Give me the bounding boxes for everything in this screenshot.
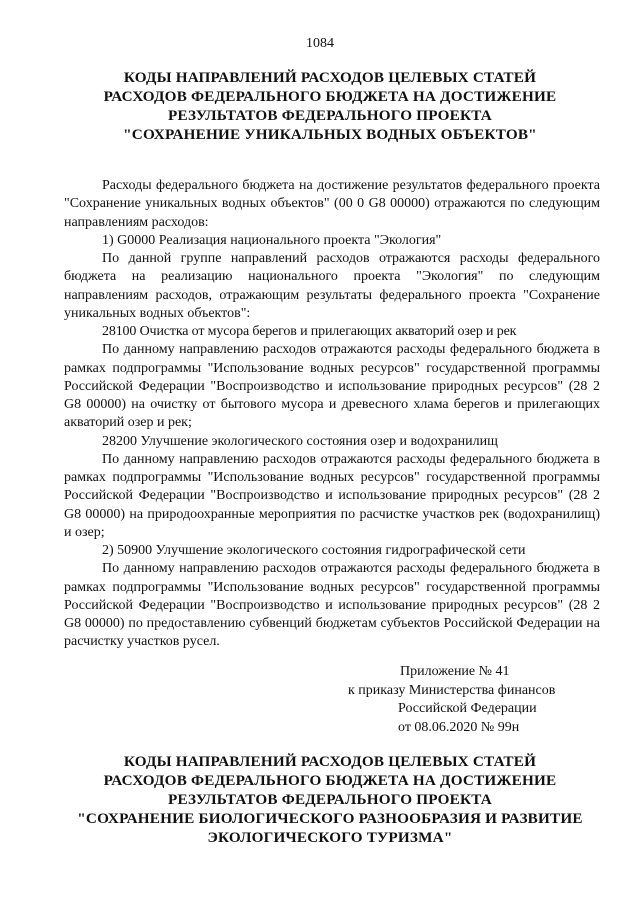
- heading-line: КОДЫ НАПРАВЛЕНИЙ РАСХОДОВ ЦЕЛЕВЫХ СТАТЕЙ: [123, 69, 537, 86]
- appendix-date: от 08.06.2020 № 99н: [398, 719, 520, 735]
- heading-line: "СОХРАНЕНИЕ БИОЛОГИЧЕСКОГО РАЗНООБРАЗИЯ И РАЗВИТИЕ: [77, 810, 583, 827]
- heading-line: ЭКОЛОГИЧЕСКОГО ТУРИЗМА": [207, 829, 453, 846]
- heading-line: КОДЫ НАПРАВЛЕНИЙ РАСХОДОВ ЦЕЛЕВЫХ СТАТЕЙ: [123, 753, 537, 770]
- paragraph-50900-description: По данному направлению расходов отражаются расходы федерального бюджета в рамках подпрограммы "Использование водных ресурсов" государственной программы Российской Федерации "Воспроизводство и использование природных ресурсов" (28 2 G8 00000) по предоставлению субвенций бюджетам субъектов Российской Федерации на расчистку участков русел.: [64, 561, 600, 650]
- heading-line: "СОХРАНЕНИЕ УНИКАЛЬНЫХ ВОДНЫХ ОБЪЕКТОВ": [123, 126, 537, 143]
- heading-line: РАСХОДОВ ФЕДЕРАЛЬНОГО БЮДЖЕТА НА ДОСТИЖЕНИЕ: [103, 772, 557, 789]
- heading-line: РАСХОДОВ ФЕДЕРАЛЬНОГО БЮДЖЕТА НА ДОСТИЖЕНИЕ: [103, 88, 557, 105]
- heading-line: РЕЗУЛЬТАТОВ ФЕДЕРАЛЬНОГО ПРОЕКТА: [168, 791, 492, 808]
- section-heading-biodiversity: [60, 752, 600, 847]
- paragraph-item-50900: 2) 50900 Улучшение экологического состояния гидрографической сети: [102, 543, 526, 558]
- body-text: [64, 177, 600, 652]
- appendix-number: Приложение № 41: [400, 664, 510, 679]
- paragraph-group-description: По данной группе направлений расходов отражаются расходы федерального бюджета на реализацию национального проекта "Экология" по следующим направлениям расходов, отражающим результаты федерального проекта "Сохранение уникальных водных объектов":: [64, 251, 600, 321]
- paragraph-item-28100: 28100 Очистка от мусора берегов и прилегающих акваторий озер и рек: [102, 324, 517, 339]
- paragraph-item-g0000: 1) G0000 Реализация национального проекта "Экология": [102, 232, 442, 248]
- paragraph-item-28200: 28200 Улучшение экологического состояния озер и водохранилищ: [102, 433, 498, 449]
- appendix-ministry: Российской Федерации: [398, 701, 537, 716]
- appendix-reference: [340, 663, 600, 737]
- paragraph-28100-description: По данному направлению расходов отражаются расходы федерального бюджета в рамках подпрограммы "Использование водных ресурсов" государственной программы Российской Федерации "Воспроизводство и использование природных ресурсов" (28 2 G8 00000) на очистку от бытового мусора и древесного хлама берегов и прилегающих акваторий озер и рек;: [64, 342, 600, 431]
- paragraph-intro: Расходы федерального бюджета на достижение результатов федерального проекта "Сохранение уникальных водных объектов" (00 0 G8 00000) отражаются по следующим направлениям расходов:: [64, 178, 600, 230]
- appendix-order: к приказу Министерства финансов: [348, 682, 556, 698]
- paragraph-28200-description: По данному направлению расходов отражаются расходы федерального бюджета в рамках подпрограммы "Использование водных ресурсов" государственной программы Российской Федерации "Воспроизводство и использование природных ресурсов" (28 2 G8 00000) на природоохранные мероприятия по расчистке участков рек (водохранилищ) и озер;: [64, 451, 600, 540]
- page-number: 1084: [306, 36, 334, 51]
- section-heading-unique-water-objects: [60, 68, 600, 144]
- heading-line: РЕЗУЛЬТАТОВ ФЕДЕРАЛЬНОГО ПРОЕКТА: [168, 107, 492, 124]
